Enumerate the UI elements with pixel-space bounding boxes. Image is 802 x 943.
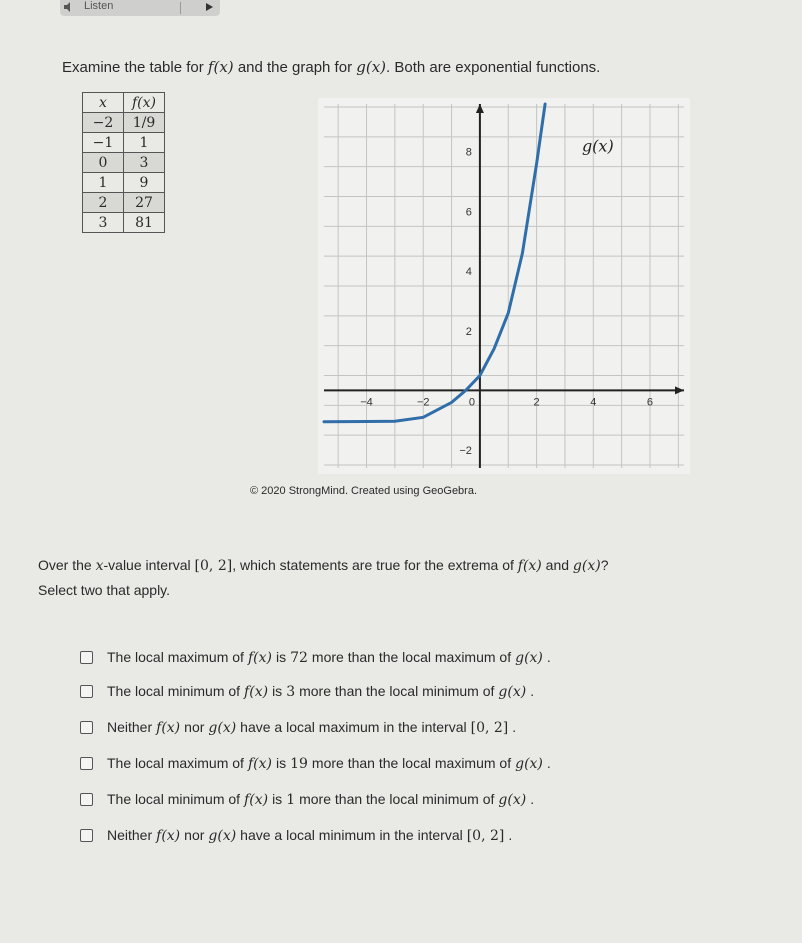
option-text: The local maximum of xyxy=(107,754,244,771)
option-text: have a local maximum in the interval xyxy=(240,718,467,735)
option-checkbox[interactable] xyxy=(80,721,93,734)
table-cell: 81 xyxy=(124,213,165,233)
option-g: g(x) xyxy=(498,791,527,808)
y-tick-label: 8 xyxy=(465,146,472,159)
option-number: 3 xyxy=(286,683,296,700)
gx-series-label: g(x) xyxy=(581,136,614,156)
option-interval: [0, 2] xyxy=(470,719,509,736)
option-interval: [0, 2] xyxy=(466,827,505,844)
table-cell: 0 xyxy=(83,153,124,173)
question-interval: [0, 2] xyxy=(194,558,233,574)
option-text: more than the local maximum of xyxy=(311,754,512,771)
table-header-fx: f(x) xyxy=(124,93,165,113)
option-f: f(x) xyxy=(247,649,272,666)
option-2[interactable] xyxy=(80,680,534,702)
option-text: is xyxy=(275,754,287,771)
option-checkbox[interactable] xyxy=(80,793,93,806)
table-cell: 1/9 xyxy=(124,113,165,133)
option-text: Neither xyxy=(107,718,153,735)
option-f: f(x) xyxy=(247,755,272,772)
option-3[interactable] xyxy=(80,716,516,738)
question-x: x xyxy=(95,558,104,574)
question-part2: -value interval xyxy=(103,557,191,573)
option-text: more than the local maximum of xyxy=(311,648,512,665)
option-period: . xyxy=(512,718,517,735)
option-period: . xyxy=(508,826,513,843)
x-tick-label: −4 xyxy=(360,396,373,409)
option-5[interactable] xyxy=(80,788,534,810)
question-mark: ? xyxy=(600,557,609,573)
option-f: f(x) xyxy=(156,827,181,844)
table-row xyxy=(83,133,165,153)
x-tick-label: 0 xyxy=(468,396,475,409)
option-text: is xyxy=(275,648,287,665)
question-g: g(x) xyxy=(572,558,601,574)
prompt-text xyxy=(62,58,600,76)
toolbar-divider xyxy=(180,2,181,14)
option-text: Neither xyxy=(107,826,153,843)
table-cell: 27 xyxy=(124,193,165,213)
y-tick-label: 2 xyxy=(465,325,472,338)
option-text: The local minimum of xyxy=(107,682,241,699)
listen-toolbar xyxy=(60,0,220,16)
option-1[interactable] xyxy=(80,646,551,668)
option-text: The local minimum of xyxy=(107,790,241,807)
option-f: f(x) xyxy=(244,791,269,808)
option-number: 72 xyxy=(290,649,308,666)
option-text: The local maximum of xyxy=(107,648,244,665)
option-f: f(x) xyxy=(156,719,181,736)
option-number: 19 xyxy=(290,755,308,772)
table-header-x: x xyxy=(83,93,124,113)
table-header-row xyxy=(83,93,165,113)
option-text: have a local minimum in the interval xyxy=(240,826,463,843)
play-icon[interactable] xyxy=(206,3,213,11)
table-cell: 3 xyxy=(83,213,124,233)
question-part1: Over the xyxy=(38,557,92,573)
option-period: . xyxy=(530,790,535,807)
instruction-text: Select two that apply. xyxy=(38,582,171,598)
option-checkbox[interactable] xyxy=(80,757,93,770)
table-row xyxy=(83,153,165,173)
option-text: more than the local minimum of xyxy=(299,682,495,699)
option-checkbox[interactable] xyxy=(80,829,93,842)
option-6[interactable] xyxy=(80,824,512,846)
option-period: . xyxy=(546,648,551,665)
question-text xyxy=(38,557,609,574)
prompt-g: g(x) xyxy=(356,58,387,76)
option-checkbox[interactable] xyxy=(80,685,93,698)
gx-graph xyxy=(318,98,690,474)
prompt-part2: and the graph for xyxy=(237,59,353,76)
y-tick-label: 6 xyxy=(465,206,472,219)
option-g: g(x) xyxy=(515,755,543,772)
graph-credit: © 2020 StrongMind. Created using GeoGebra. xyxy=(250,485,478,497)
speaker-icon[interactable] xyxy=(64,2,74,12)
question-f: f(x) xyxy=(517,558,542,574)
x-tick-label: −2 xyxy=(416,396,430,409)
question-and: and xyxy=(545,557,570,573)
option-text: is xyxy=(272,682,283,699)
y-tick-label: 4 xyxy=(465,266,472,279)
x-tick-label: 6 xyxy=(646,396,654,409)
table-cell: 3 xyxy=(124,153,165,173)
table-row xyxy=(83,113,165,133)
option-period: . xyxy=(530,682,535,699)
option-text: nor xyxy=(184,826,205,843)
question-part3: , which statements are true for the extrema of xyxy=(232,557,514,573)
table-cell: 2 xyxy=(83,193,124,213)
x-tick-label: 4 xyxy=(590,396,597,409)
table-row xyxy=(83,173,165,193)
table-cell: −2 xyxy=(83,113,124,133)
prompt-part3: . Both are exponential functions. xyxy=(386,59,601,76)
option-g: g(x) xyxy=(515,649,543,666)
option-4[interactable] xyxy=(80,752,551,774)
table-cell: −1 xyxy=(83,133,124,153)
table-row xyxy=(83,193,165,213)
option-f: f(x) xyxy=(244,683,269,700)
option-text: more than the local minimum of xyxy=(299,790,495,807)
table-row xyxy=(83,213,165,233)
table-cell: 1 xyxy=(124,133,165,153)
listen-label[interactable]: Listen xyxy=(84,0,114,12)
option-text: nor xyxy=(184,718,205,735)
option-g: g(x) xyxy=(208,719,237,736)
table-cell: 9 xyxy=(124,173,165,193)
option-g: g(x) xyxy=(498,683,527,700)
x-tick-label: 2 xyxy=(533,396,540,409)
prompt-f: f(x) xyxy=(207,58,234,76)
option-number: 1 xyxy=(286,791,296,808)
option-g: g(x) xyxy=(208,827,237,844)
function-table xyxy=(82,92,165,233)
table-cell: 1 xyxy=(83,173,124,193)
option-checkbox[interactable] xyxy=(80,651,93,664)
y-tick-label: −2 xyxy=(459,445,472,458)
prompt-part1: Examine the table for xyxy=(62,59,204,76)
option-text: is xyxy=(272,790,283,807)
option-period: . xyxy=(546,754,551,771)
